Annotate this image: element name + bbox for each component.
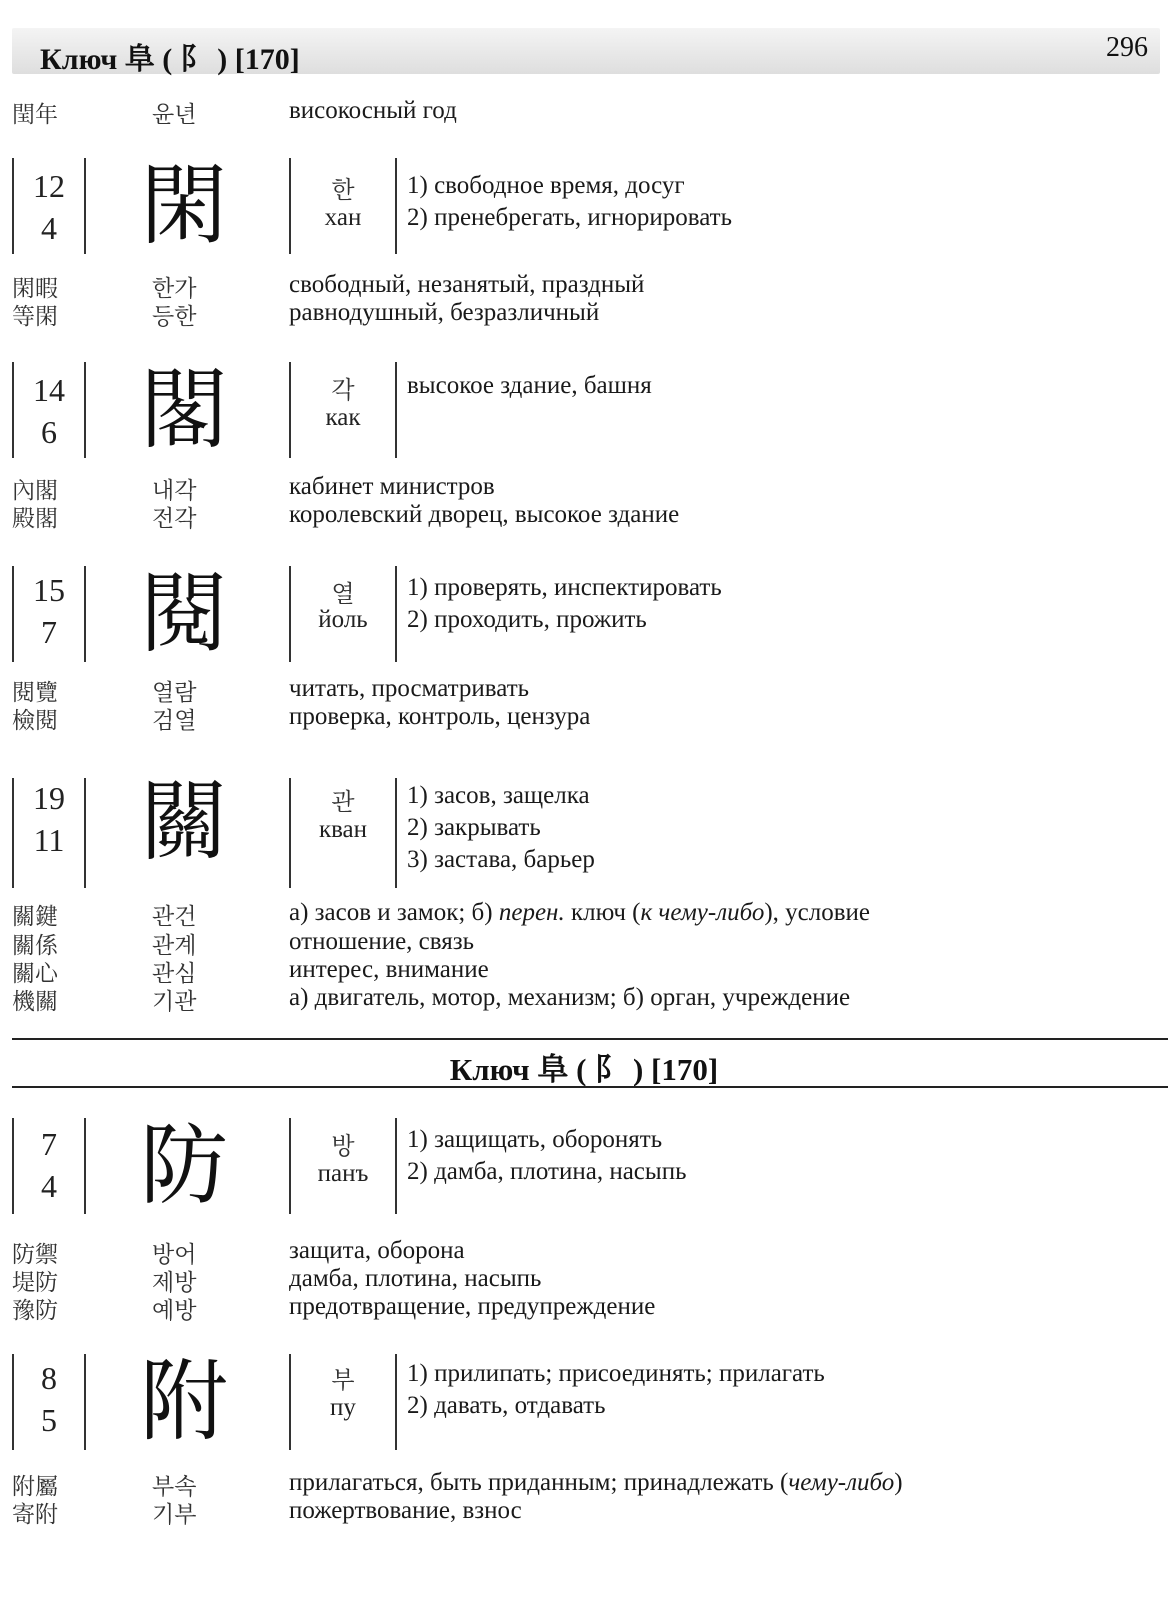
hangul-reading: 열 [331,580,355,608]
stroke-extra: 4 [41,210,57,246]
compound-hanja: 關鍵 [12,904,58,930]
russian-reading: как [325,404,361,431]
reading-box [289,362,397,458]
headword-character: 關 [140,770,229,873]
meaning-line: 3) застава, барьер [407,846,595,873]
meaning-line: 1) прилипать; присоединять; прилагать [407,1360,825,1387]
russian-reading: йоль [318,606,368,633]
translation-part: прилагаться, быть приданным; принадлежать ( [289,1469,789,1496]
compound-translation [289,899,870,927]
compound-translation: кабинет министров [289,473,495,500]
compound-translation: интерес, внимание [289,956,489,983]
compound-korean: 전각 [152,506,197,532]
stroke-extra: 6 [41,414,57,450]
translation-part: а) засов и замок; б) [289,899,499,926]
stroke-count-box [12,778,86,888]
stroke-extra: 7 [41,614,57,650]
compound-translation: свободный, незанятый, праздный [289,271,645,298]
section-header: Ключ 阜 ( 阝 ) [170] [449,1052,719,1087]
stroke-total: 7 [41,1126,57,1162]
meaning-line: 1) засов, защелка [407,782,590,809]
headword-character: 閣 [140,358,229,461]
translation-part: ) [894,1469,903,1496]
compound-hanja: 關心 [12,961,58,987]
compound-korean: 기관 [152,989,197,1015]
compound-hanja: 內閣 [12,478,58,504]
page-number: 296 [1106,32,1148,63]
translation-italic: чему-либо [788,1469,895,1496]
compound-hanja: 閏年 [12,102,58,128]
reading-box [289,778,397,888]
translation-part: ), условие [764,899,871,926]
stroke-total: 15 [33,572,65,608]
compound-hanja: 堤防 [12,1270,58,1296]
compound-translation: равнодушный, безразличный [289,299,600,326]
compound-translation: предотвращение, предупреждение [289,1293,656,1320]
compound-korean: 기부 [152,1502,197,1528]
hangul-reading: 방 [331,1132,355,1160]
compound-korean: 관심 [152,961,197,987]
page-header [12,28,1160,74]
compound-korean: 관계 [152,933,197,959]
compound-korean: 열람 [152,680,197,706]
meaning-line: 2) давать, отдавать [407,1392,606,1419]
compound-hanja: 防禦 [12,1242,58,1268]
meaning-line: 2) проходить, прожить [407,606,647,633]
meaning-line: 1) защищать, оборонять [407,1126,663,1153]
hangul-reading: 각 [331,376,355,404]
stroke-total: 19 [33,780,65,816]
stroke-extra: 5 [41,1402,57,1438]
compound-translation: защита, оборона [289,1237,465,1264]
compound-translation: читать, просматривать [289,675,530,702]
headword-character: 閑 [140,154,229,257]
compound-translation: а) двигатель, мотор, механизм; б) орган, учреждение [289,984,851,1011]
translation-italic: к чему-либо [640,899,765,926]
stroke-count-box [12,1118,86,1214]
compound-hanja: 等閑 [12,304,58,330]
meaning-line: 2) дамба, плотина, насыпь [407,1158,687,1185]
stroke-total: 12 [33,168,65,204]
compound-korean: 등한 [152,304,197,330]
headword-character: 附 [140,1350,229,1453]
compound-hanja: 附屬 [12,1474,58,1500]
compound-translation: дамба, плотина, насыпь [289,1265,542,1292]
reading-box [289,1354,397,1450]
section-rule-bottom [12,1086,1168,1088]
hangul-reading: 관 [331,788,355,816]
meaning-line: 2) закрывать [407,814,541,841]
meaning-line: 1) свободное время, досуг [407,172,685,199]
stroke-extra: 11 [33,822,65,858]
meaning-line: 1) проверять, инспектировать [407,574,722,601]
meaning-line: 2) пренебрегать, игнорировать [407,204,733,231]
stroke-extra: 4 [41,1168,57,1204]
compound-korean: 내각 [152,478,197,504]
reading-box [289,1118,397,1214]
stroke-total: 8 [41,1360,57,1396]
page-title [40,34,300,78]
compound-korean: 검열 [152,708,197,734]
reading-box [289,566,397,662]
compound-hanja: 檢閱 [12,708,58,734]
translation-part: ключ ( [564,899,641,926]
compound-korean: 제방 [152,1270,197,1296]
stroke-count-box [12,566,86,662]
compound-hanja: 殿閣 [12,506,58,532]
meaning-line: высокое здание, башня [407,372,652,399]
translation-italic: перен. [498,899,565,926]
compound-hanja: 關係 [12,933,58,959]
compound-korean: 한가 [152,276,197,302]
headword-character: 防 [140,1114,229,1217]
hangul-reading: 한 [331,176,355,204]
stroke-total: 14 [33,372,65,408]
page-title-text: Ключ 阜 ( 阝 ) [170] [40,43,300,76]
compound-translation [289,1469,903,1497]
compound-korean: 윤년 [152,102,197,128]
compound-korean: 예방 [152,1298,197,1324]
compound-korean: 부속 [152,1474,197,1500]
compound-korean: 관건 [152,904,197,930]
stroke-count-box [12,1354,86,1450]
reading-box [289,158,397,254]
compound-hanja: 寄附 [12,1502,58,1528]
compound-translation: проверка, контроль, цензура [289,703,591,730]
stroke-count-box [12,362,86,458]
compound-translation: королевский дворец, высокое здание [289,501,680,528]
russian-reading: кван [318,816,368,843]
compound-translation: отношение, связь [289,928,475,955]
compound-korean: 방어 [152,1242,197,1268]
stroke-count-box [12,158,86,254]
compound-hanja: 閱覽 [12,680,58,706]
russian-reading: хан [324,204,362,231]
section-rule-top [12,1038,1168,1040]
compound-translation: пожертвование, взнос [289,1497,522,1524]
russian-reading: панъ [317,1160,369,1187]
compound-hanja: 閑暇 [12,276,58,302]
russian-reading: пу [330,1394,356,1421]
compound-hanja: 豫防 [12,1298,58,1324]
hangul-reading: 부 [331,1366,355,1394]
compound-hanja: 機關 [12,989,58,1015]
compound-translation: високосный год [289,97,457,124]
headword-character: 閱 [140,562,229,665]
